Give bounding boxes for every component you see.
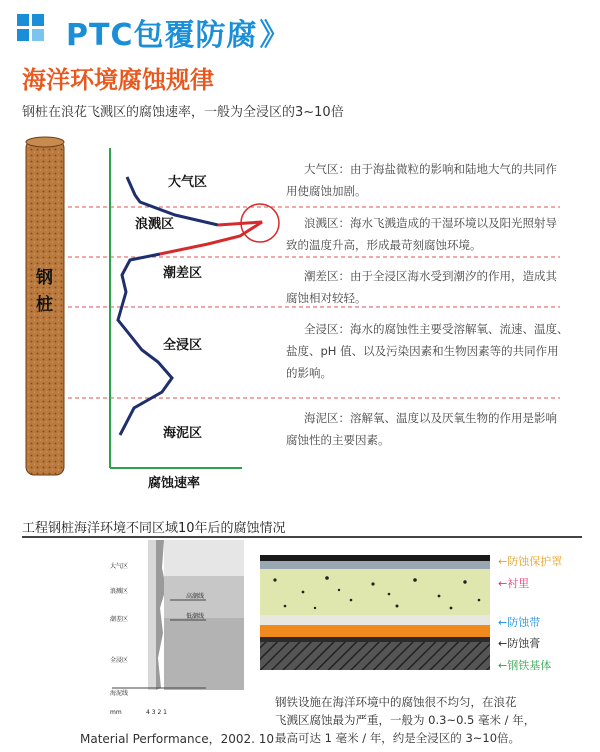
layer-lining — [260, 569, 490, 615]
desc-line: 大气区：由于海盐微粒的影响和陆地大气的共同作 — [304, 162, 557, 176]
photo-label-mudline: 海泥线 — [110, 690, 129, 697]
photo-label-tidal: 潮差区 — [110, 616, 129, 623]
protection-layers-diagram — [255, 550, 495, 680]
layer-paste — [260, 637, 490, 642]
photo-mark-low-tide: 低潮线 — [186, 613, 205, 620]
desc-line: 潮差区：由于全浸区海水受到潮汐的作用，造成其 — [304, 269, 557, 283]
layer-cover — [260, 555, 490, 561]
bottom-note — [275, 693, 535, 747]
photo-mark-high-tide: 高潮线 — [186, 593, 205, 600]
corroded-pile-photo — [106, 538, 246, 718]
zone-desc-mud — [286, 407, 557, 451]
zone-desc-tidal — [286, 265, 557, 309]
layer-label-steel: ←钢铁基体 — [498, 659, 552, 672]
photo-caption: Material Performance，2002. 10 — [80, 732, 275, 746]
desc-line: 腐蚀性的主要因素。 — [286, 433, 390, 447]
zone-name-tidal: 潮差区 — [163, 266, 203, 281]
header-title: PTC包覆防腐 — [66, 18, 258, 53]
page-header — [66, 10, 290, 54]
photo-label-atmosphere: 大气区 — [110, 563, 129, 570]
photo-scale-ticks: 4 3 2 1 — [146, 709, 167, 716]
note-line: 钢铁设施在海洋环境中的腐蚀很不均匀，在浪花 — [275, 695, 517, 709]
note-line: 飞溅区腐蚀最为严重，一般为 0.3~0.5 毫米 / 年， — [275, 713, 536, 727]
layer-label-cover: ←防蚀保护罩 — [498, 555, 563, 568]
zone-name-splash: 浪溅区 — [135, 217, 175, 232]
layer-tape — [260, 625, 490, 637]
pile-label-1: 钢 — [36, 268, 53, 288]
brand-logo — [17, 14, 51, 48]
layer-gap — [260, 615, 490, 625]
zone-name-immersion: 全浸区 — [163, 338, 203, 353]
photo-label-immersion: 全浸区 — [110, 657, 129, 664]
desc-line: 致的温度升高，形成最苛刻腐蚀环境。 — [286, 238, 482, 252]
corrosion-peak — [160, 222, 262, 254]
zone-name-mud: 海泥区 — [163, 426, 203, 441]
desc-line: 盐度、pH 值、以及污染因素和生物因素等的共同作用 — [286, 344, 559, 358]
zone-desc-splash — [286, 212, 557, 256]
zone-desc-immersion — [286, 318, 569, 384]
photo-label-splash: 浪溅区 — [110, 588, 129, 595]
layer-label-paste: ←防蚀膏 — [498, 637, 541, 650]
layer-cover-inner — [260, 561, 490, 569]
desc-line: 用使腐蚀加剧。 — [286, 184, 367, 198]
layer-steel — [260, 642, 490, 670]
note-line: 最高可达 1 毫米 / 年，约是全浸区的 3~10倍。 — [275, 731, 521, 745]
layer-label-tape: ←防蚀带 — [498, 616, 541, 629]
pile-label-2: 桩 — [36, 295, 53, 315]
desc-line: 海泥区：溶解氧、温度以及厌氧生物的作用是影响 — [304, 411, 557, 425]
zone-name-atmosphere: 大气区 — [168, 175, 208, 190]
desc-line: 浪溅区：海水飞溅造成的干湿环境以及阳光照射导 — [304, 216, 557, 230]
zone-desc-atmosphere — [286, 158, 557, 202]
desc-line: 腐蚀相对较轻。 — [286, 291, 367, 305]
chart-axes — [110, 148, 242, 468]
bottom-title: 工程钢桩海洋环境不同区域10年后的腐蚀情况 — [22, 521, 286, 536]
x-axis-label: 腐蚀速率 — [148, 476, 201, 491]
layer-label-lining: ←衬里 — [498, 577, 530, 590]
section-title: 海洋环境腐蚀规律 — [22, 66, 214, 94]
desc-line: 的影响。 — [286, 366, 332, 380]
chevron-right-icon: 》 — [259, 18, 291, 53]
subtitle: 钢桩在浪花飞溅区的腐蚀速率，一般为全浸区的3~10倍 — [22, 105, 344, 120]
photo-scale-unit: mm — [110, 709, 122, 716]
desc-line: 全浸区：海水的腐蚀性主要受溶解氧、流速、温度、 — [304, 322, 569, 336]
